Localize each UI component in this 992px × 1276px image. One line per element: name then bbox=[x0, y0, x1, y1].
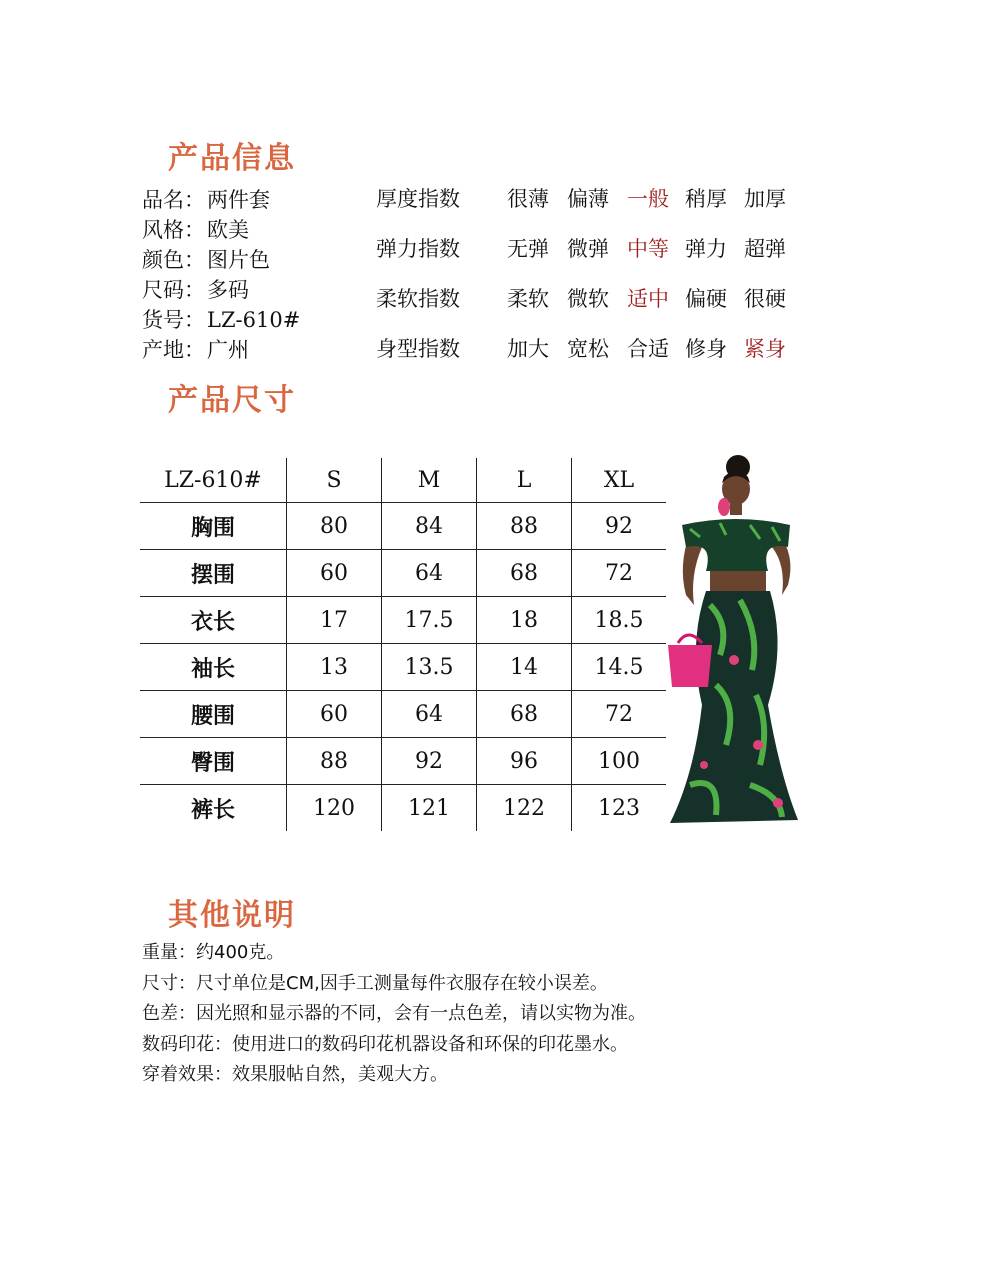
index-option-selected: 适中 bbox=[627, 287, 669, 311]
measurement-value: 84 bbox=[382, 503, 477, 550]
index-option: 稍厚 bbox=[685, 187, 727, 211]
measurement-value: 120 bbox=[287, 785, 382, 832]
measurement-value: 96 bbox=[477, 738, 572, 785]
measurement-value: 13 bbox=[287, 644, 382, 691]
measurement-value: 92 bbox=[382, 738, 477, 785]
index-option: 加大 bbox=[507, 337, 549, 361]
index-option-selected: 紧身 bbox=[744, 337, 786, 361]
measurement-value: 80 bbox=[287, 503, 382, 550]
measurement-value: 18 bbox=[477, 597, 572, 644]
index-label: 厚度指数 bbox=[376, 187, 460, 211]
table-row bbox=[140, 597, 666, 644]
index-option: 偏硬 bbox=[685, 287, 727, 311]
info-value: 欧美 bbox=[207, 218, 249, 242]
table-row bbox=[140, 644, 666, 691]
info-row bbox=[142, 245, 300, 275]
measurement-name: 袖长 bbox=[140, 644, 287, 691]
model-photo bbox=[660, 455, 805, 830]
other-notes-title: 其他说明 bbox=[168, 898, 296, 933]
info-row bbox=[142, 335, 300, 365]
measurement-value: 72 bbox=[572, 691, 667, 738]
measurement-value: 14 bbox=[477, 644, 572, 691]
info-key: 货号 ： bbox=[142, 308, 205, 332]
measurement-name: 腰围 bbox=[140, 691, 287, 738]
info-list bbox=[142, 185, 300, 365]
measurement-value: 92 bbox=[572, 503, 667, 550]
index-label: 身型指数 bbox=[376, 337, 460, 361]
index-option: 很薄 bbox=[507, 187, 549, 211]
info-key: 产地 ： bbox=[142, 338, 205, 362]
measurement-name: 臀围 bbox=[140, 738, 287, 785]
measurement-value: 60 bbox=[287, 550, 382, 597]
notes-list bbox=[142, 938, 646, 1091]
measurement-value: 100 bbox=[572, 738, 667, 785]
index-option: 柔软 bbox=[507, 287, 549, 311]
note-line: 重量：约400克。 bbox=[142, 942, 285, 963]
measurement-value: 13.5 bbox=[382, 644, 477, 691]
product-info-title: 产品信息 bbox=[168, 141, 296, 176]
index-option: 微弹 bbox=[567, 237, 609, 261]
size-table bbox=[140, 458, 666, 831]
index-label: 弹力指数 bbox=[376, 237, 460, 261]
measurement-value: 60 bbox=[287, 691, 382, 738]
index-option: 无弹 bbox=[507, 237, 549, 261]
measurement-value: 17 bbox=[287, 597, 382, 644]
info-row bbox=[142, 275, 300, 305]
index-option: 合适 bbox=[627, 337, 669, 361]
measurement-value: 68 bbox=[477, 691, 572, 738]
size-header-cell: LZ-610# bbox=[140, 458, 287, 503]
table-row bbox=[140, 691, 666, 738]
product-size-title: 产品尺寸 bbox=[168, 383, 296, 418]
index-option: 很硬 bbox=[744, 287, 786, 311]
index-option: 微软 bbox=[567, 287, 609, 311]
info-value: 多码 bbox=[207, 278, 249, 302]
info-row bbox=[142, 215, 300, 245]
size-table-header bbox=[140, 458, 666, 503]
measurement-value: 121 bbox=[382, 785, 477, 832]
index-option: 加厚 bbox=[744, 187, 786, 211]
size-header-cell: L bbox=[477, 458, 572, 503]
index-option: 修身 bbox=[685, 337, 727, 361]
index-option: 偏薄 bbox=[567, 187, 609, 211]
measurement-value: 88 bbox=[477, 503, 572, 550]
measurement-value: 14.5 bbox=[572, 644, 667, 691]
measurement-value: 68 bbox=[477, 550, 572, 597]
measurement-name: 胸围 bbox=[140, 503, 287, 550]
index-option: 超弹 bbox=[744, 237, 786, 261]
index-option: 弹力 bbox=[685, 237, 727, 261]
info-row bbox=[142, 185, 300, 215]
info-value: 广州 bbox=[207, 338, 249, 362]
measurement-value: 123 bbox=[572, 785, 667, 832]
info-value: LZ-610# bbox=[207, 308, 301, 332]
index-option: 宽松 bbox=[567, 337, 609, 361]
measurement-value: 64 bbox=[382, 550, 477, 597]
size-header-cell: XL bbox=[572, 458, 667, 503]
index-option-selected: 中等 bbox=[627, 237, 669, 261]
note-line: 色差：因光照和显示器的不同，会有一点色差，请以实物为准。 bbox=[142, 1003, 646, 1024]
measurement-value: 72 bbox=[572, 550, 667, 597]
index-label: 柔软指数 bbox=[376, 287, 460, 311]
table-row bbox=[140, 550, 666, 597]
table-row bbox=[140, 738, 666, 785]
measurement-value: 122 bbox=[477, 785, 572, 832]
note-line: 尺寸：尺寸单位是CM,因手工测量每件衣服存在较小误差。 bbox=[142, 972, 608, 994]
info-key: 颜色 ： bbox=[142, 248, 205, 272]
info-key: 尺码 ： bbox=[142, 278, 205, 302]
note-line: 穿着效果：效果服帖自然，美观大方。 bbox=[142, 1064, 448, 1085]
measurement-name: 摆围 bbox=[140, 550, 287, 597]
measurement-value: 18.5 bbox=[572, 597, 667, 644]
measurement-value: 17.5 bbox=[382, 597, 477, 644]
info-key: 风格 ： bbox=[142, 218, 205, 242]
info-row bbox=[142, 305, 300, 335]
measurement-value: 64 bbox=[382, 691, 477, 738]
info-key: 品名 ： bbox=[142, 188, 205, 212]
measurement-name: 衣长 bbox=[140, 597, 287, 644]
table-row bbox=[140, 785, 666, 832]
measurement-name: 裤长 bbox=[190, 797, 235, 823]
table-row bbox=[140, 503, 666, 550]
index-option-selected: 一般 bbox=[627, 187, 669, 211]
info-value: 图片色 bbox=[207, 248, 270, 272]
info-value: 两件套 bbox=[207, 188, 270, 212]
size-header-cell: M bbox=[382, 458, 477, 503]
note-line: 数码印花：使用进口的数码印花机器设备和环保的印花墨水。 bbox=[142, 1033, 628, 1055]
size-header-cell: S bbox=[287, 458, 382, 503]
measurement-value: 88 bbox=[287, 738, 382, 785]
